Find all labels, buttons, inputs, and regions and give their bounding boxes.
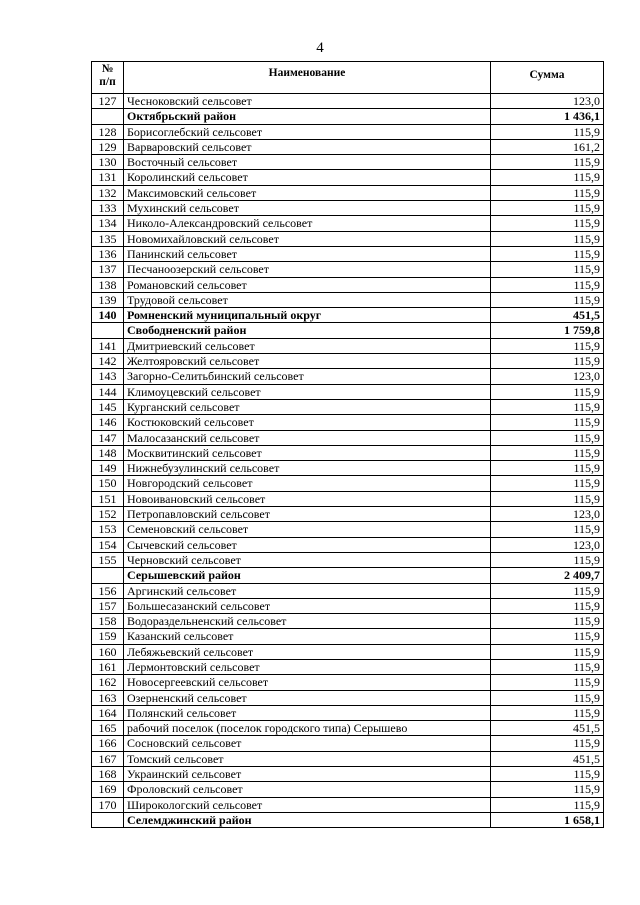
cell-name: Аргинский сельсовет <box>124 583 491 598</box>
table-row <box>92 369 604 384</box>
cell-num: 170 <box>92 797 124 812</box>
table-row <box>92 797 604 812</box>
cell-num: 148 <box>92 445 124 460</box>
cell-sum: 451,5 <box>491 308 604 323</box>
cell-sum: 115,9 <box>491 690 604 705</box>
cell-num: 152 <box>92 507 124 522</box>
cell-name: Николо-Александровский сельсовет <box>124 216 491 231</box>
cell-sum: 115,9 <box>491 598 604 613</box>
cell-name: Борисоглебский сельсовет <box>124 124 491 139</box>
cell-num: 162 <box>92 675 124 690</box>
header-sum: Сумма <box>491 62 604 94</box>
cell-num: 141 <box>92 338 124 353</box>
table-row <box>92 659 604 674</box>
cell-name: Свободненский район <box>124 323 491 338</box>
table-row <box>92 491 604 506</box>
cell-name: Малосазанский сельсовет <box>124 430 491 445</box>
cell-num: 129 <box>92 139 124 154</box>
cell-num: 134 <box>92 216 124 231</box>
cell-num <box>92 323 124 338</box>
cell-sum: 1 658,1 <box>491 812 604 827</box>
cell-sum: 161,2 <box>491 139 604 154</box>
cell-num: 164 <box>92 705 124 720</box>
cell-name: Новосергеевский сельсовет <box>124 675 491 690</box>
cell-num: 165 <box>92 721 124 736</box>
cell-sum: 451,5 <box>491 721 604 736</box>
cell-sum: 115,9 <box>491 384 604 399</box>
cell-sum: 115,9 <box>491 201 604 216</box>
cell-num: 149 <box>92 461 124 476</box>
table-row <box>92 614 604 629</box>
cell-num: 138 <box>92 277 124 292</box>
cell-sum: 451,5 <box>491 751 604 766</box>
cell-sum: 115,9 <box>491 185 604 200</box>
table-row <box>92 690 604 705</box>
table-row <box>92 262 604 277</box>
cell-sum: 115,9 <box>491 659 604 674</box>
cell-num: 127 <box>92 94 124 109</box>
cell-sum: 115,9 <box>491 552 604 567</box>
cell-num: 150 <box>92 476 124 491</box>
cell-sum: 115,9 <box>491 782 604 797</box>
cell-num: 132 <box>92 185 124 200</box>
cell-name: Курганский сельсовет <box>124 399 491 414</box>
cell-sum: 115,9 <box>491 277 604 292</box>
table-row <box>92 736 604 751</box>
table-row <box>92 354 604 369</box>
table-row-subtotal <box>92 812 604 827</box>
table-row <box>92 583 604 598</box>
cell-num: 139 <box>92 292 124 307</box>
table-row <box>92 782 604 797</box>
cell-name: Песчаноозерский сельсовет <box>124 262 491 277</box>
cell-name: Селемджинский район <box>124 812 491 827</box>
cell-num <box>92 109 124 124</box>
table-row <box>92 246 604 261</box>
table-row <box>92 155 604 170</box>
cell-sum: 123,0 <box>491 537 604 552</box>
table-row <box>92 201 604 216</box>
table-row-subtotal <box>92 308 604 323</box>
cell-sum: 115,9 <box>491 614 604 629</box>
cell-name: Загорно-Селитьбинский сельсовет <box>124 369 491 384</box>
header-name: Наименование <box>124 62 491 94</box>
cell-sum: 115,9 <box>491 461 604 476</box>
cell-sum: 1 759,8 <box>491 323 604 338</box>
cell-sum: 115,9 <box>491 491 604 506</box>
cell-sum: 115,9 <box>491 399 604 414</box>
cell-sum: 115,9 <box>491 338 604 353</box>
cell-num <box>92 812 124 827</box>
cell-name: Романовский сельсовет <box>124 277 491 292</box>
cell-sum: 115,9 <box>491 644 604 659</box>
table-row <box>92 552 604 567</box>
header-num-line1: № <box>101 63 114 75</box>
table-row <box>92 231 604 246</box>
cell-num: 161 <box>92 659 124 674</box>
cell-num: 133 <box>92 201 124 216</box>
cell-sum: 115,9 <box>491 522 604 537</box>
table-header-row <box>92 62 604 94</box>
table-row <box>92 277 604 292</box>
cell-name: Фроловский сельсовет <box>124 782 491 797</box>
table-row <box>92 185 604 200</box>
cell-name: Новоивановский сельсовет <box>124 491 491 506</box>
cell-num: 158 <box>92 614 124 629</box>
table-row-subtotal <box>92 109 604 124</box>
cell-name: Сосновский сельсовет <box>124 736 491 751</box>
cell-name: Желтояровский сельсовет <box>124 354 491 369</box>
table-row <box>92 94 604 109</box>
header-num <box>92 62 124 94</box>
cell-name: Восточный сельсовет <box>124 155 491 170</box>
cell-name: Украинский сельсовет <box>124 767 491 782</box>
cell-sum: 115,9 <box>491 170 604 185</box>
cell-sum: 123,0 <box>491 369 604 384</box>
cell-name: Озерненский сельсовет <box>124 690 491 705</box>
cell-name: Семеновский сельсовет <box>124 522 491 537</box>
cell-sum: 123,0 <box>491 94 604 109</box>
cell-name: Большесазанский сельсовет <box>124 598 491 613</box>
cell-name: Варваровский сельсовет <box>124 139 491 154</box>
table-row <box>92 537 604 552</box>
table-row-subtotal <box>92 323 604 338</box>
cell-name: Казанский сельсовет <box>124 629 491 644</box>
table-row <box>92 384 604 399</box>
cell-num: 166 <box>92 736 124 751</box>
cell-num: 131 <box>92 170 124 185</box>
cell-sum: 123,0 <box>491 507 604 522</box>
cell-num: 151 <box>92 491 124 506</box>
cell-num: 143 <box>92 369 124 384</box>
cell-sum: 115,9 <box>491 354 604 369</box>
cell-sum: 115,9 <box>491 155 604 170</box>
table-row <box>92 139 604 154</box>
table-row-subtotal <box>92 568 604 583</box>
table-row <box>92 675 604 690</box>
cell-num: 163 <box>92 690 124 705</box>
page-number: 4 <box>316 40 324 56</box>
table-row <box>92 721 604 736</box>
table-row <box>92 338 604 353</box>
cell-name: рабочий поселок (поселок городского типа) Серышево <box>124 721 491 736</box>
cell-num: 168 <box>92 767 124 782</box>
cell-name: Петропавловский сельсовет <box>124 507 491 522</box>
table-row <box>92 124 604 139</box>
table-row <box>92 415 604 430</box>
cell-sum: 115,9 <box>491 262 604 277</box>
cell-sum: 115,9 <box>491 292 604 307</box>
table-row <box>92 461 604 476</box>
table-row <box>92 216 604 231</box>
cell-sum: 115,9 <box>491 246 604 261</box>
cell-name: Королинский сельсовет <box>124 170 491 185</box>
table-row <box>92 767 604 782</box>
cell-sum: 115,9 <box>491 415 604 430</box>
cell-name: Черновский сельсовет <box>124 552 491 567</box>
table-row <box>92 476 604 491</box>
cell-name: Панинский сельсовет <box>124 246 491 261</box>
header-num-line2: п/п <box>99 76 116 88</box>
cell-num: 137 <box>92 262 124 277</box>
cell-sum: 115,9 <box>491 583 604 598</box>
cell-sum: 115,9 <box>491 629 604 644</box>
cell-sum: 2 409,7 <box>491 568 604 583</box>
cell-num <box>92 568 124 583</box>
cell-sum: 115,9 <box>491 476 604 491</box>
cell-name: Лермонтовский сельсовет <box>124 659 491 674</box>
cell-num: 130 <box>92 155 124 170</box>
cell-num: 140 <box>92 308 124 323</box>
cell-name: Сычевский сельсовет <box>124 537 491 552</box>
cell-name: Серышевский район <box>124 568 491 583</box>
cell-name: Костюковский сельсовет <box>124 415 491 430</box>
table-row <box>92 507 604 522</box>
cell-name: Новгородский сельсовет <box>124 476 491 491</box>
cell-sum: 115,9 <box>491 430 604 445</box>
table-row <box>92 399 604 414</box>
cell-num: 169 <box>92 782 124 797</box>
cell-num: 145 <box>92 399 124 414</box>
cell-name: Широкологский сельсовет <box>124 797 491 812</box>
cell-num: 154 <box>92 537 124 552</box>
cell-num: 157 <box>92 598 124 613</box>
cell-sum: 115,9 <box>491 216 604 231</box>
cell-num: 135 <box>92 231 124 246</box>
cell-name: Чесноковский сельсовет <box>124 94 491 109</box>
cell-sum: 115,9 <box>491 797 604 812</box>
table-body <box>92 94 604 828</box>
cell-num: 142 <box>92 354 124 369</box>
table-row <box>92 705 604 720</box>
cell-name: Октябрьский район <box>124 109 491 124</box>
cell-name: Москвитинский сельсовет <box>124 445 491 460</box>
cell-name: Максимовский сельсовет <box>124 185 491 200</box>
table-row <box>92 751 604 766</box>
cell-num: 153 <box>92 522 124 537</box>
cell-name: Новомихайловский сельсовет <box>124 231 491 246</box>
table-row <box>92 170 604 185</box>
cell-name: Полянский сельсовет <box>124 705 491 720</box>
cell-sum: 115,9 <box>491 231 604 246</box>
cell-sum: 115,9 <box>491 445 604 460</box>
cell-sum: 115,9 <box>491 705 604 720</box>
cell-num: 144 <box>92 384 124 399</box>
cell-name: Ромненский муниципальный округ <box>124 308 491 323</box>
cell-sum: 115,9 <box>491 736 604 751</box>
cell-num: 156 <box>92 583 124 598</box>
cell-sum: 115,9 <box>491 767 604 782</box>
cell-sum: 1 436,1 <box>491 109 604 124</box>
cell-name: Водораздельненский сельсовет <box>124 614 491 629</box>
cell-name: Нижнебузулинский сельсовет <box>124 461 491 476</box>
cell-name: Климоуцевский сельсовет <box>124 384 491 399</box>
cell-name: Мухинский сельсовет <box>124 201 491 216</box>
cell-name: Томский сельсовет <box>124 751 491 766</box>
cell-num: 155 <box>92 552 124 567</box>
data-table <box>91 61 604 828</box>
cell-sum: 115,9 <box>491 124 604 139</box>
table-row <box>92 292 604 307</box>
cell-num: 147 <box>92 430 124 445</box>
table-row <box>92 629 604 644</box>
cell-num: 146 <box>92 415 124 430</box>
cell-num: 128 <box>92 124 124 139</box>
table-row <box>92 430 604 445</box>
table-row <box>92 445 604 460</box>
cell-num: 159 <box>92 629 124 644</box>
cell-name: Трудовой сельсовет <box>124 292 491 307</box>
cell-name: Дмитриевский сельсовет <box>124 338 491 353</box>
table-row <box>92 522 604 537</box>
cell-name: Лебяжьевский сельсовет <box>124 644 491 659</box>
cell-num: 160 <box>92 644 124 659</box>
cell-num: 167 <box>92 751 124 766</box>
table-row <box>92 644 604 659</box>
cell-sum: 115,9 <box>491 675 604 690</box>
cell-num: 136 <box>92 246 124 261</box>
table-row <box>92 598 604 613</box>
